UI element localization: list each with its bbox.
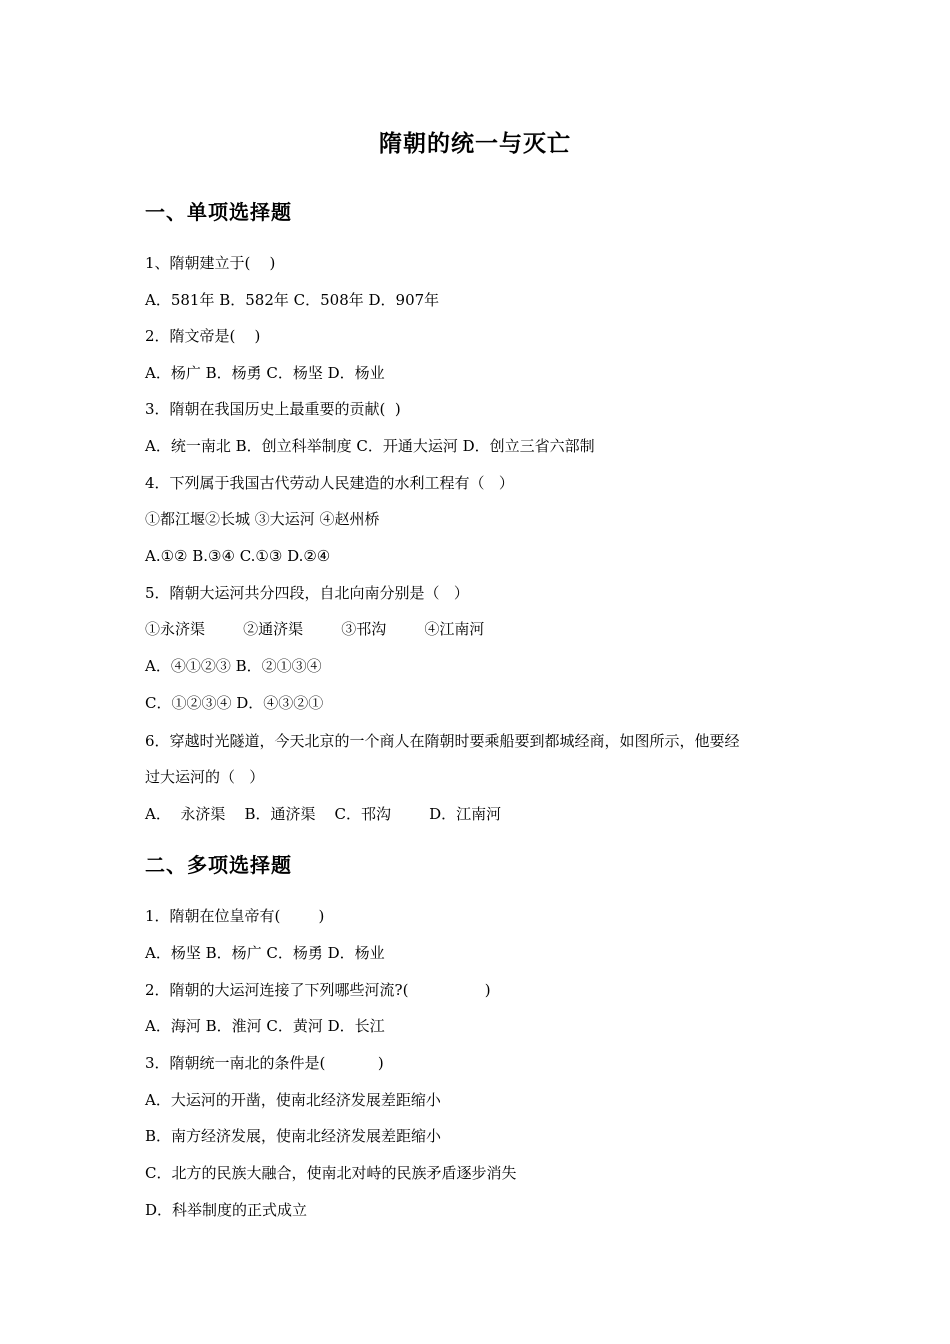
question-line: 3．隋朝统一南北的条件是( ) [145, 1054, 384, 1072]
answer-options-line: A．581年 B．582年 C．508年 D．907年 [145, 291, 440, 309]
item-list-line: ①永济渠 ②通济渠 ③邗沟 ④江南河 [145, 620, 485, 638]
question-line: 3．隋朝在我国历史上最重要的贡献( ) [145, 400, 401, 418]
answer-option: D．科举制度的正式成立 [145, 1201, 308, 1219]
answer-options-line: C．①②③④ D．④③②① [145, 694, 324, 712]
question-line-continued: 过大运河的（ ） [145, 768, 265, 786]
question-line: 1．隋朝在位皇帝有( ) [145, 907, 325, 925]
question-line: 2．隋文帝是( ) [145, 327, 261, 345]
answer-option: C．北方的民族大融合，使南北对峙的民族矛盾逐步消失 [145, 1164, 517, 1182]
question-line: 2．隋朝的大运河连接了下列哪些河流?( ) [145, 981, 491, 999]
answer-options-line: A.①② B.③④ C.①③ D.②④ [145, 547, 331, 565]
answer-option: A．大运河的开凿，使南北经济发展差距缩小 [145, 1091, 441, 1109]
question-line: 4．下列属于我国古代劳动人民建造的水利工程有（ ） [145, 474, 514, 492]
answer-options-line: A．杨广 B．杨勇 C．杨坚 D．杨业 [145, 364, 385, 382]
item-list-line: ①都江堰②长城 ③大运河 ④赵州桥 [145, 510, 380, 528]
answer-options-line: A．统一南北 B．创立科举制度 C．开通大运河 D．创立三省六部制 [145, 437, 595, 455]
question-line: 1、隋朝建立于( ) [145, 254, 276, 272]
answer-options-line: A．海河 B．淮河 C．黄河 D．长江 [145, 1017, 385, 1035]
answer-options-line: A．杨坚 B．杨广 C．杨勇 D．杨业 [145, 944, 385, 962]
section-heading-single-choice: 一、单项选择题 [145, 200, 292, 224]
section-heading-multiple-choice: 二、多项选择题 [145, 853, 292, 877]
answer-options-line: A． 永济渠 B．通济渠 C．邗沟 D．江南河 [145, 805, 502, 823]
answer-options-line: A．④①②③ B．②①③④ [145, 657, 322, 675]
document-title: 隋朝的统一与灭亡 [379, 131, 571, 157]
answer-option: B．南方经济发展，使南北经济发展差距缩小 [145, 1127, 442, 1145]
question-line: 5．隋朝大运河共分四段，自北向南分别是（ ） [145, 584, 469, 602]
question-line: 6．穿越时光隧道，今天北京的一个商人在隋朝时要乘船要到都城经商，如图所示，他要经 [145, 732, 740, 750]
